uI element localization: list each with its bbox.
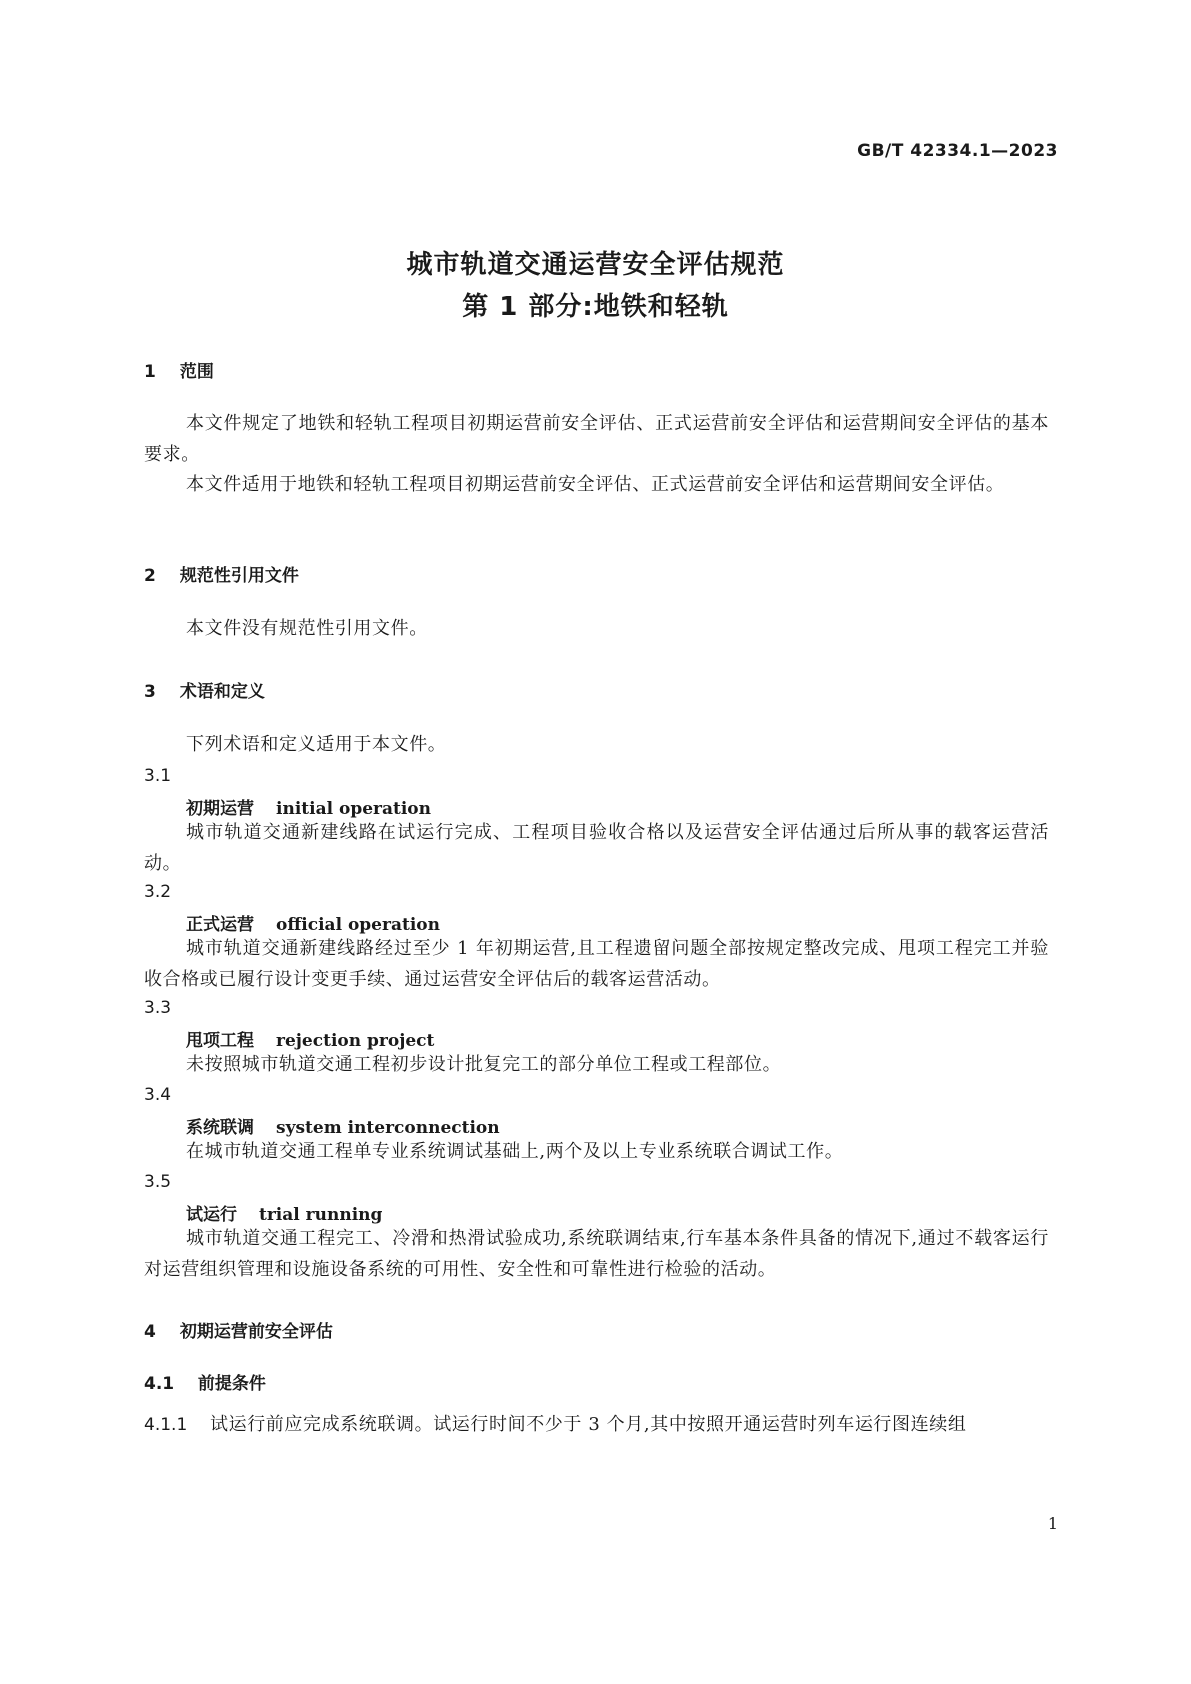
term-definition: 在城市轨道交通工程单专业系统调试基础上,两个及以上专业系统联合调试工作。 [186,1141,844,1162]
term-english: official operation [276,915,440,935]
term-chinese: 系统联调 [186,1118,254,1138]
document-title-line1: 城市轨道交通运营安全评估规范 [406,250,785,280]
scope-paragraph-1: 本文件规定了地铁和轻轨工程项目初期运营前安全评估、正式运营前安全评估和运营期间安全评估的基本要求。 [144,413,1049,465]
section-number: 4 [144,1322,156,1342]
section-number: 1 [144,362,156,382]
section-title: 范围 [179,362,214,382]
section-4-heading [144,1317,333,1342]
section-title: 初期运营前安全评估 [179,1322,333,1342]
clause-4-1-1 [144,1410,1049,1436]
clause-text: 试运行前应完成系统联调。试运行时间不少于 3 个月,其中按照开通运营时列车运行图连续组 [210,1414,967,1435]
term-number: 3.1 [144,766,172,786]
term-number: 3.2 [144,882,172,902]
section-title: 规范性引用文件 [179,566,299,586]
term-heading [186,1200,382,1225]
term-chinese: 初期运营 [186,799,254,819]
section-title: 术语和定义 [179,682,265,702]
section-number: 2 [144,566,156,586]
term-number: 3.4 [144,1085,172,1105]
term-number: 3.5 [144,1172,172,1192]
clause-number: 4.1.1 [144,1415,188,1435]
term-chinese: 甩项工程 [186,1031,254,1051]
section-number: 4.1 [144,1374,175,1394]
term-english: system interconnection [276,1118,500,1138]
page-number: 1 [1047,1514,1058,1533]
section-3-heading [144,677,265,702]
document-title-line2: 第 1 部分:地铁和轻轨 [462,292,729,322]
section-title: 前提条件 [197,1374,266,1394]
term-chinese: 正式运营 [186,915,254,935]
section-2-heading [144,561,299,586]
term-definition: 未按照城市轨道交通工程初步设计批复完工的部分单位工程或工程部位。 [186,1054,782,1075]
term-heading [186,910,440,935]
terms-intro: 下列术语和定义适用于本文件。 [186,734,447,755]
term-chinese: 试运行 [186,1205,237,1225]
term-english: rejection project [276,1031,435,1051]
section-1-heading [144,357,214,382]
term-definition: 城市轨道交通工程完工、冷滑和热滑试验成功,系统联调结束,行车基本条件具备的情况下,通过不载客运行对运营组织管理和设施设备系统的可用性、安全性和可靠性进行检验的活动。 [144,1228,1049,1280]
term-heading [186,1113,500,1138]
section-4-1-heading [144,1369,266,1394]
term-heading [186,1026,434,1051]
term-number: 3.3 [144,998,172,1018]
term-heading [186,794,431,819]
term-english: initial operation [276,799,432,819]
term-definition: 城市轨道交通新建线路在试运行完成、工程项目验收合格以及运营安全评估通过后所从事的载客运营活动。 [144,822,1049,874]
section-number: 3 [144,682,156,702]
term-english: trial running [259,1205,383,1225]
term-definition: 城市轨道交通新建线路经过至少 1 年初期运营,且工程遗留问题全部按规定整改完成、甩项工程完工并验收合格或已履行设计变更手续、通过运营安全评估后的载客运营活动。 [144,938,1049,990]
scope-paragraph-2: 本文件适用于地铁和轻轨工程项目初期运营前安全评估、正式运营前安全评估和运营期间安全评估。 [186,474,1005,495]
normative-paragraph: 本文件没有规范性引用文件。 [186,618,428,639]
standard-number: GB/T 42334.1—2023 [857,141,1058,161]
